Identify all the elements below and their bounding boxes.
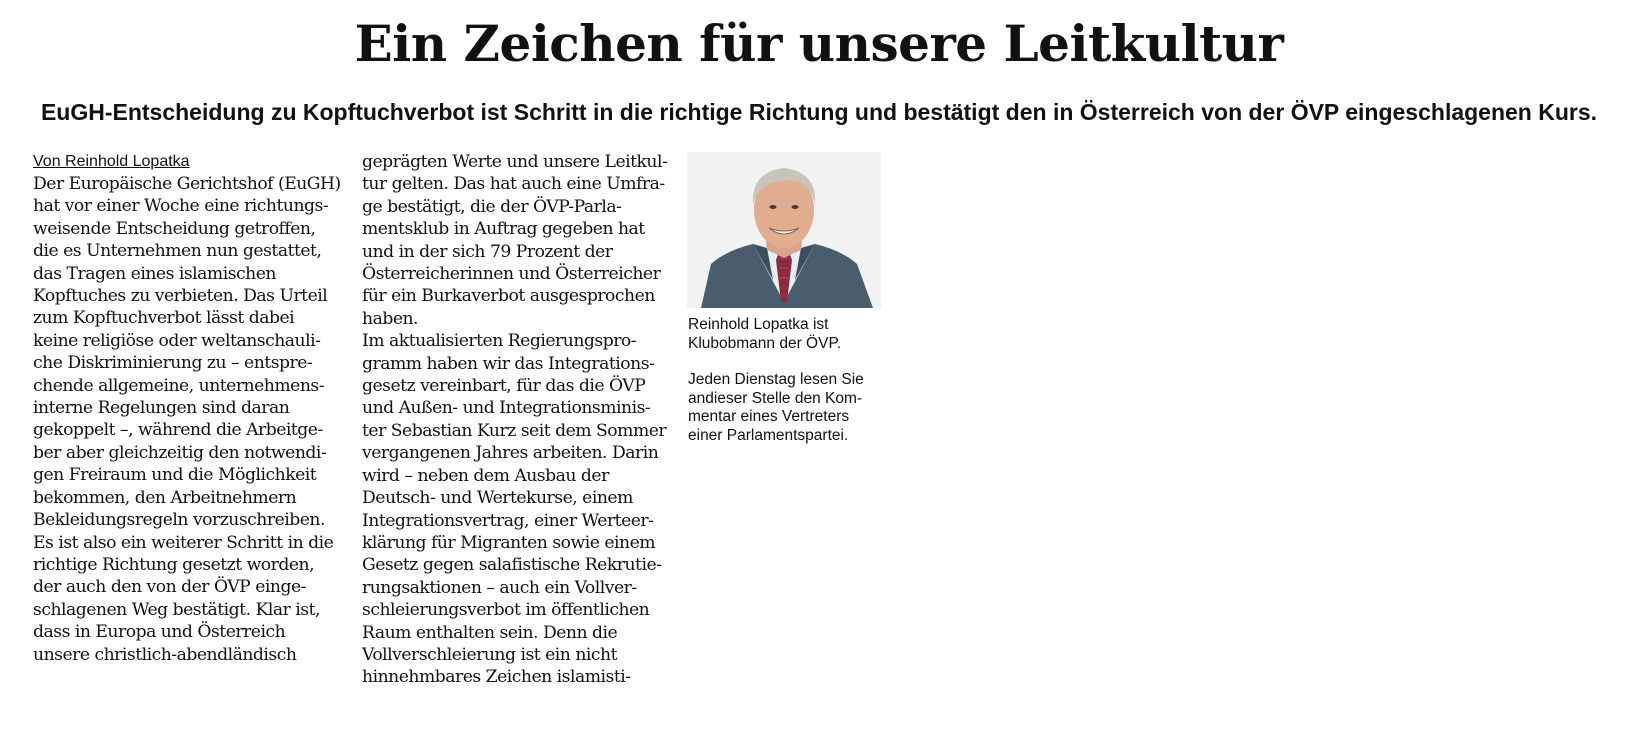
text-line: richtige Richtung gesetzt worden, <box>33 554 315 575</box>
article-column-2 <box>362 151 667 689</box>
text-line: Reinhold Lopatka ist <box>688 316 829 333</box>
text-line: interne Regelungen sind daran <box>33 398 290 419</box>
text-line: ter Sebastian Kurz seit dem Sommer <box>362 420 667 441</box>
text-line: Integrationsvertrag, einer Werteer- <box>362 510 654 531</box>
text-line: rungsaktionen – auch ein Vollver- <box>362 577 637 598</box>
text-line: hat vor einer Woche eine richtungs- <box>33 196 329 217</box>
text-line: dass in Europa und Österreich <box>33 622 286 643</box>
text-line: mentsklub in Auftrag gegeben hat <box>362 219 645 240</box>
text-line: Deutsch- und Wertekurse, einem <box>362 488 633 509</box>
text-line: Raum enthalten sein. Denn die <box>362 622 618 643</box>
text-line: bekommen, den Arbeitnehmern <box>33 487 297 508</box>
text-line: ber aber gleichzeitig den notwendi- <box>33 442 327 463</box>
text-line: andieser Stelle den Kom- <box>688 389 863 407</box>
text-line: Bekleidungsregeln vorzuschreiben. <box>33 510 325 531</box>
text-line: che Diskriminierung zu – entspre- <box>33 353 313 374</box>
text-line: tur gelten. Das hat auch eine Umfra- <box>362 174 665 195</box>
text-line: klärung für Migranten sowie einem <box>362 532 656 553</box>
text-line: gekoppelt –, während die Arbeitge- <box>33 420 323 441</box>
text-line: weisende Entscheidung getroffen, <box>33 218 316 239</box>
article-column-1 <box>33 151 341 666</box>
text-line: Kopftuches zu verbieten. Das Urteil <box>33 286 328 307</box>
text-line: gen Freiraum und die Möglichkeit <box>33 465 317 486</box>
text-line: Der Europäische Gerichtshof (EuGH) <box>33 174 341 194</box>
text-line: keine religiöse oder weltanschauli- <box>33 330 321 351</box>
text-line: Vollverschleierung ist ein nicht <box>362 644 618 665</box>
text-line: geprägten Werte und unsere Leitkul- <box>362 152 668 172</box>
text-line: einer Parlamentspartei. <box>688 426 849 444</box>
text-line: und Außen- und Integrationsminis- <box>362 398 651 419</box>
text-line: zum Kopftuchverbot lässt dabei <box>33 308 295 329</box>
text-line: das Tragen eines islamischen <box>33 263 276 284</box>
text-line: schleierungsverbot im öffentlichen <box>362 600 650 621</box>
headline: Ein Zeichen für unsere Leitkultur <box>354 14 1284 73</box>
photo-caption <box>688 316 898 445</box>
text-line: gesetz vereinbart, für das die ÖVP <box>362 376 646 397</box>
text-line: Gesetz gegen salafistische Rekrutie- <box>362 555 662 576</box>
text-line: mentar eines Vertreters <box>688 408 850 425</box>
text-line: unsere christlich-abendländisch <box>33 644 297 665</box>
text-line: für ein Burkaverbot ausgesprochen <box>362 286 655 307</box>
text-line: ge bestätigt, die der ÖVP-Parla- <box>362 196 622 217</box>
author-portrait <box>687 152 881 308</box>
caption-author-role <box>688 316 898 353</box>
text-line: Im aktualisierten Regierungspro- <box>362 331 637 352</box>
text-line: vergangenen Jahres arbeiten. Darin <box>362 443 659 464</box>
text-line: Jeden Dienstag lesen Sie <box>688 371 864 388</box>
subheadline: EuGH-Entscheidung zu Kopftuchverbot ist Schritt in die richtige Richtung und bestätigt den in Österreich von der ÖVP eingeschlagenen Kurs. <box>40 99 1598 125</box>
text-line: Klubobmann der ÖVP. <box>688 334 842 352</box>
text-line: gramm haben wir das Integrations- <box>362 353 655 374</box>
text-line: hinnehmbares Zeichen islamisti- <box>362 667 631 688</box>
text-line: der auch den von der ÖVP einge- <box>33 577 306 598</box>
text-line: schlagenen Weg bestätigt. Klar ist, <box>33 599 320 620</box>
text-line: und in der sich 79 Prozent der <box>362 241 613 262</box>
text-line: wird – neben dem Ausbau der <box>362 465 609 486</box>
text-line: haben. <box>362 308 419 329</box>
caption-column-note <box>688 371 898 445</box>
text-line: Es ist also ein weiterer Schritt in die <box>33 532 334 553</box>
text-line: die es Unternehmen nun gestattet, <box>33 241 322 262</box>
text-line: Österreicherinnen und Österreicher <box>362 264 661 285</box>
byline: Von Reinhold Lopatka <box>33 153 190 170</box>
text-line: chende allgemeine, unternehmens- <box>33 375 325 396</box>
